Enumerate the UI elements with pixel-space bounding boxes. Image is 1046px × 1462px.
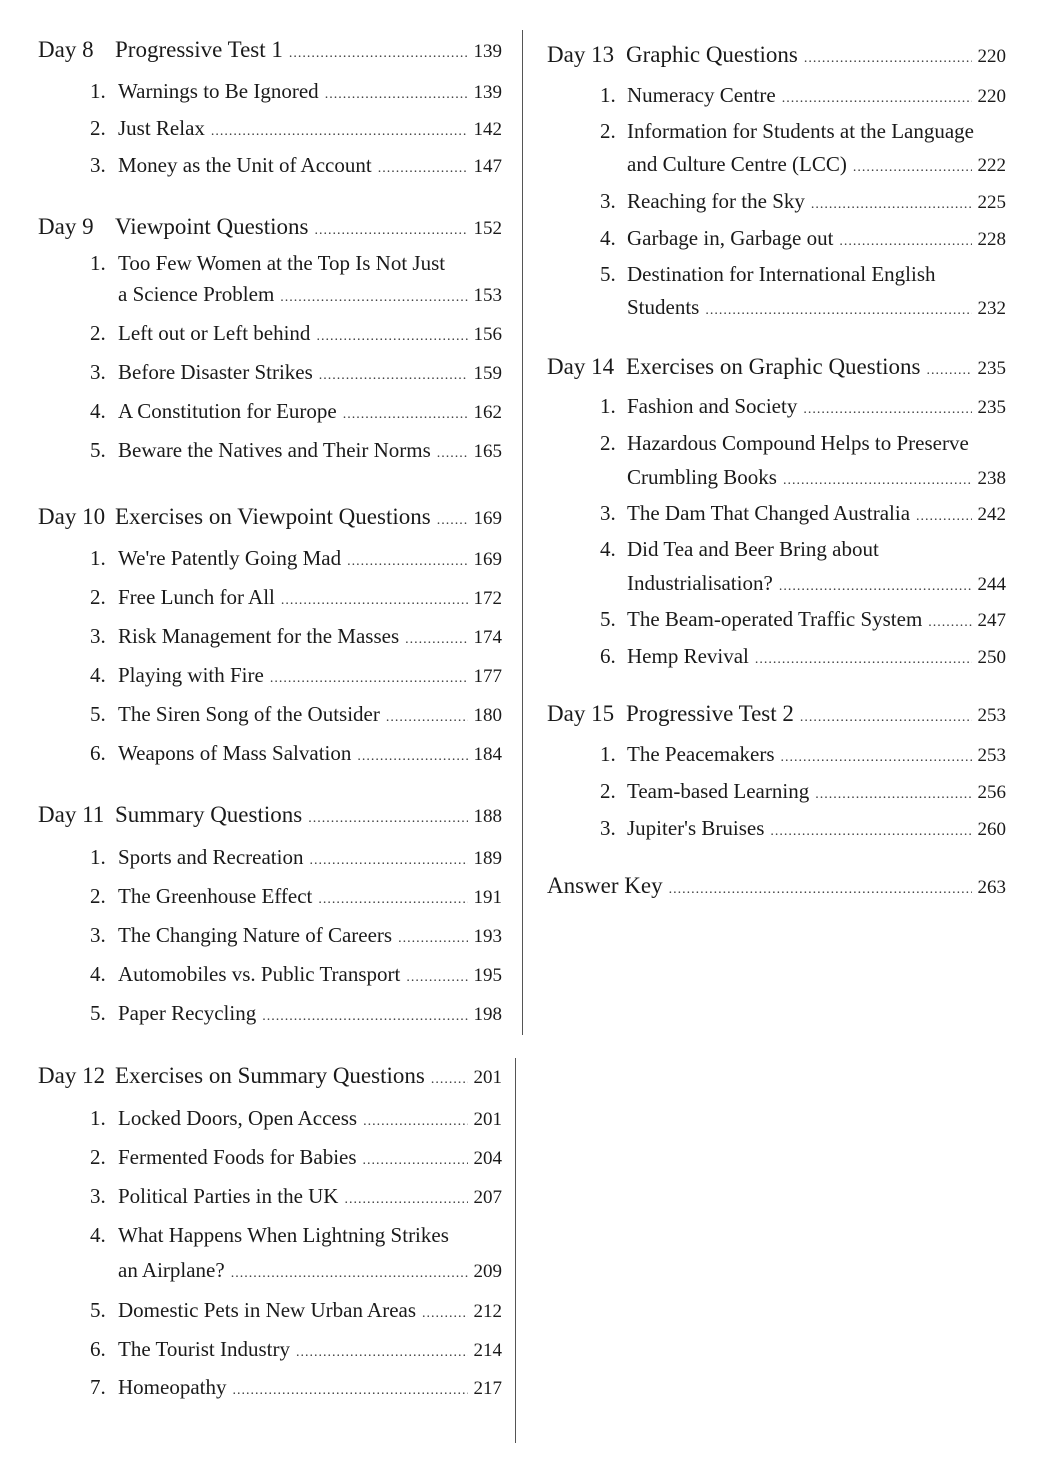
page-number: 165: [473, 441, 502, 462]
entry-title: Garbage in, Garbage out: [627, 226, 834, 250]
toc-section-heading: [547, 352, 1006, 382]
toc-entry: [600, 813, 1006, 843]
dot-leader: [363, 1107, 467, 1137]
dot-leader: [344, 1185, 467, 1215]
page-number: 217: [473, 1378, 502, 1399]
entry-number: 4.: [90, 663, 106, 687]
toc-entry: [600, 534, 1006, 564]
toc-entry: [90, 248, 502, 278]
dot-leader: [363, 1146, 468, 1176]
page-number: 188: [473, 806, 502, 827]
page-number: 207: [473, 1187, 502, 1208]
entry-title: Risk Management for the Masses: [118, 624, 400, 648]
page-number: 193: [473, 926, 502, 947]
entry-title: Free Lunch for All: [118, 585, 275, 609]
entry-number: 2.: [90, 1145, 106, 1169]
entry-title: Paper Recycling: [118, 1001, 257, 1025]
toc-entry: [90, 1295, 502, 1325]
entry-number: 6.: [600, 644, 616, 668]
toc-entry: [90, 738, 502, 768]
dot-leader: [853, 153, 972, 183]
entry-title: Homeopathy: [118, 1375, 227, 1399]
toc-entry: [90, 621, 502, 651]
dot-leader: [804, 44, 972, 74]
toc-entry: [90, 1220, 502, 1250]
entry-number: 4.: [600, 537, 616, 561]
entry-title: Weapons of Mass Salvation: [118, 741, 352, 765]
entry-title: Did Tea and Beer Bring about: [627, 537, 879, 561]
entry-number: 6.: [90, 1337, 106, 1361]
toc-entry: [90, 396, 502, 426]
entry-number: 3.: [600, 816, 616, 840]
page-number: 247: [977, 610, 1006, 631]
entry-number: 4.: [90, 962, 106, 986]
toc-section-heading: [38, 800, 502, 830]
section-title: Exercises on Viewpoint Questions: [115, 504, 431, 529]
dot-leader: [431, 1065, 468, 1095]
dot-leader: [318, 885, 467, 915]
toc-entry: [600, 116, 1006, 146]
entry-title: The Beam-operated Traffic System: [627, 607, 923, 631]
dot-leader: [815, 780, 971, 810]
entry-number: 3.: [90, 923, 106, 947]
dot-leader: [406, 963, 467, 993]
page-number: 147: [473, 156, 502, 177]
entry-title: A Constitution for Europe: [118, 399, 337, 423]
entry-number: 6.: [90, 741, 106, 765]
toc-entry: [90, 842, 502, 872]
entry-number: 1.: [90, 845, 106, 869]
toc-entry: [90, 1334, 502, 1364]
toc-entry: [600, 641, 1006, 671]
toc-entry: [600, 223, 1006, 253]
toc-section-heading: [547, 699, 1006, 729]
page-number: 180: [473, 705, 502, 726]
entry-number: 3.: [600, 501, 616, 525]
entry-number: 2.: [90, 884, 106, 908]
dot-leader: [270, 664, 468, 694]
dot-leader: [405, 625, 467, 655]
entry-number: 5.: [90, 1001, 106, 1025]
day-label: Day 11: [38, 802, 105, 827]
entry-title: Reaching for the Sky: [627, 189, 805, 213]
page-number: 142: [473, 119, 502, 140]
page-number: 174: [473, 627, 502, 648]
page-number: 172: [473, 588, 502, 609]
page-number: 189: [473, 848, 502, 869]
dot-leader: [211, 117, 468, 147]
section-title: Summary Questions: [115, 802, 303, 827]
dot-leader: [782, 84, 972, 114]
toc-section-heading: [38, 502, 502, 532]
entry-title: Too Few Women at the Top Is Not Just: [118, 251, 446, 275]
toc-entry: [90, 959, 502, 989]
page-number: 184: [473, 744, 502, 765]
toc-entry: [90, 357, 502, 387]
dot-leader: [839, 227, 971, 257]
entry-number: 2.: [90, 116, 106, 140]
page-number: 242: [977, 504, 1006, 525]
day-label: Day 12: [38, 1063, 106, 1088]
entry-title: Warnings to Be Ignored: [118, 79, 319, 103]
entry-number: 2.: [90, 585, 106, 609]
entry-title: The Greenhouse Effect: [118, 884, 313, 908]
entry-title: Domestic Pets in New Urban Areas: [118, 1298, 417, 1322]
page-number: 201: [473, 1109, 502, 1130]
section-title: Exercises on Summary Questions: [115, 1063, 425, 1088]
entry-title: Jupiter's Bruises: [627, 816, 765, 840]
day-label: Day 8: [38, 37, 94, 62]
entry-title: Students: [627, 295, 700, 319]
column-divider-bottom: [515, 1058, 516, 1443]
toc-entry: [600, 428, 1006, 458]
dot-leader: [422, 1299, 467, 1329]
entry-title: Numeracy Centre: [627, 83, 776, 107]
dot-leader: [783, 466, 972, 496]
page-number: 232: [977, 298, 1006, 319]
entry-title: Fermented Foods for Babies: [118, 1145, 357, 1169]
entry-number: 3.: [90, 153, 106, 177]
toc-entry: [627, 292, 1006, 322]
section-title: Progressive Test 1: [115, 37, 283, 62]
dot-leader: [779, 572, 972, 602]
toc-entry: [90, 1181, 502, 1211]
page-number: 253: [977, 705, 1006, 726]
page-number: 159: [473, 363, 502, 384]
dot-leader: [347, 547, 467, 577]
entry-title: Automobiles vs. Public Transport: [118, 962, 401, 986]
section-title: Graphic Questions: [626, 42, 798, 67]
toc-entry: [90, 76, 502, 106]
dot-leader: [262, 1002, 467, 1032]
entry-title: What Happens When Lightning Strikes: [118, 1223, 449, 1247]
entry-title: The Peacemakers: [627, 742, 775, 766]
entry-title: The Changing Nature of Careers: [118, 923, 393, 947]
section-title: Exercises on Graphic Questions: [626, 354, 921, 379]
dot-leader: [800, 703, 972, 733]
entry-number: 5.: [600, 607, 616, 631]
page-number: 238: [977, 468, 1006, 489]
toc-entry: [600, 80, 1006, 110]
toc-section-heading: [38, 1061, 502, 1091]
page-number: 156: [473, 324, 502, 345]
toc-entry: [90, 699, 502, 729]
dot-leader: [232, 1376, 467, 1406]
entry-number: 5.: [600, 262, 616, 286]
toc-entry: [90, 1142, 502, 1172]
dot-leader: [770, 817, 971, 847]
toc-entry: [90, 1103, 502, 1133]
toc-entry: [90, 660, 502, 690]
entry-number: 3.: [90, 360, 106, 384]
dot-leader: [916, 502, 971, 532]
toc-entry: [600, 391, 1006, 421]
toc-entry: [90, 920, 502, 950]
entry-title: Team-based Learning: [627, 779, 810, 803]
day-label: Day 9: [38, 214, 94, 239]
entry-title: The Siren Song of the Outsider: [118, 702, 380, 726]
entry-title: and Culture Centre (LCC): [627, 152, 847, 176]
toc-entry: [90, 435, 502, 465]
dot-leader: [231, 1259, 468, 1289]
entry-title: Destination for International English: [627, 262, 936, 286]
toc-entry: [90, 998, 502, 1028]
entry-title: Sports and Recreation: [118, 845, 304, 869]
entry-number: 1.: [600, 83, 616, 107]
page-number: 195: [473, 965, 502, 986]
entry-title: Locked Doors, Open Access: [118, 1106, 358, 1130]
entry-title: Political Parties in the UK: [118, 1184, 339, 1208]
entry-number: 2.: [600, 431, 616, 455]
toc-entry: [90, 318, 502, 348]
entry-number: 3.: [90, 624, 106, 648]
toc-entry: [600, 739, 1006, 769]
toc-entry: [627, 462, 1006, 492]
page-number: 220: [977, 86, 1006, 107]
toc-entry: [627, 568, 1006, 598]
toc-entry: [90, 113, 502, 143]
entry-number: 3.: [90, 1184, 106, 1208]
day-label: Day 10: [38, 504, 106, 529]
toc-entry: [118, 1255, 502, 1285]
day-label: Day 15: [547, 701, 615, 726]
page-number: 256: [977, 782, 1006, 803]
entry-title: Left out or Left behind: [118, 321, 311, 345]
entry-number: 4.: [90, 1223, 106, 1247]
entry-number: 7.: [90, 1375, 106, 1399]
toc-entry: [600, 498, 1006, 528]
dot-leader: [398, 924, 467, 954]
page-number: 191: [473, 887, 502, 908]
page-number: 214: [473, 1340, 502, 1361]
page-number: 169: [473, 508, 502, 529]
toc-section-heading: [547, 871, 1006, 901]
page-number: 209: [473, 1261, 502, 1282]
dot-leader: [308, 804, 467, 834]
dot-leader: [343, 400, 468, 430]
dot-leader: [437, 506, 468, 536]
entry-number: 1.: [90, 1106, 106, 1130]
page-number: 152: [473, 218, 502, 239]
page-number: 235: [977, 397, 1006, 418]
entry-number: 2.: [600, 779, 616, 803]
day-label: Day 14: [547, 354, 615, 379]
entry-title: Fashion and Society: [627, 394, 798, 418]
dot-leader: [357, 742, 467, 772]
dot-leader: [281, 586, 468, 616]
dot-leader: [289, 39, 468, 69]
dot-leader: [378, 154, 468, 184]
dot-leader: [314, 216, 467, 246]
entry-number: 1.: [600, 394, 616, 418]
page-number: 198: [473, 1004, 502, 1025]
dot-leader: [309, 846, 467, 876]
entry-title: Hemp Revival: [627, 644, 749, 668]
dot-leader: [669, 875, 972, 905]
entry-title: Money as the Unit of Account: [118, 153, 372, 177]
entry-number: 5.: [90, 438, 106, 462]
entry-title: Just Relax: [118, 116, 205, 140]
dot-leader: [928, 608, 971, 638]
toc-entry: [600, 604, 1006, 634]
entry-number: 5.: [90, 1298, 106, 1322]
dot-leader: [811, 190, 972, 220]
page-number: 139: [473, 82, 502, 103]
page-number: 235: [977, 358, 1006, 379]
entry-title: an Airplane?: [118, 1258, 225, 1282]
page-number: 139: [473, 41, 502, 62]
entry-number: 5.: [90, 702, 106, 726]
section-title: Progressive Test 2: [626, 701, 794, 726]
toc-entry: [90, 150, 502, 180]
day-label: Day 13: [547, 42, 615, 67]
toc-entry: [90, 881, 502, 911]
dot-leader: [386, 703, 468, 733]
toc-entry: [600, 186, 1006, 216]
entry-number: 2.: [600, 119, 616, 143]
page-number: 169: [473, 549, 502, 570]
page-number: 220: [977, 46, 1006, 67]
entry-title: Hazardous Compound Helps to Preserve: [627, 431, 969, 455]
page-number: 153: [473, 285, 502, 306]
toc-entry: [627, 149, 1006, 179]
entry-number: 4.: [600, 226, 616, 250]
page-number: 204: [473, 1148, 502, 1169]
page-number: 253: [977, 745, 1006, 766]
dot-leader: [705, 296, 971, 326]
page-number: 177: [473, 666, 502, 687]
page-number: 228: [977, 229, 1006, 250]
toc-entry: [600, 259, 1006, 289]
entry-number: 3.: [600, 189, 616, 213]
dot-leader: [280, 283, 467, 313]
dot-leader: [316, 322, 467, 352]
entry-title: Playing with Fire: [118, 663, 264, 687]
entry-title: The Dam That Changed Australia: [627, 501, 911, 525]
page-number: 162: [473, 402, 502, 423]
dot-leader: [781, 743, 972, 773]
entry-title: The Tourist Industry: [118, 1337, 290, 1361]
toc-section-heading: [38, 212, 502, 242]
dot-leader: [319, 361, 468, 391]
entry-number: 2.: [90, 321, 106, 345]
page-number: 225: [977, 192, 1006, 213]
toc-entry: [90, 1372, 502, 1402]
entry-title: We're Patently Going Mad: [118, 546, 342, 570]
dot-leader: [803, 395, 971, 425]
entry-title: Crumbling Books: [627, 465, 777, 489]
entry-title: a Science Problem: [118, 282, 275, 306]
toc-section-heading: [547, 40, 1006, 70]
entry-number: 1.: [90, 251, 106, 275]
toc-entry: [600, 776, 1006, 806]
entry-title: Before Disaster Strikes: [118, 360, 313, 384]
entry-number: 1.: [90, 79, 106, 103]
toc-section-heading: [38, 35, 502, 65]
toc-entry: [90, 543, 502, 573]
entry-title: Information for Students at the Language: [627, 119, 974, 143]
page-number: 222: [977, 155, 1006, 176]
page-number: 212: [473, 1301, 502, 1322]
page-number: 201: [473, 1067, 502, 1088]
dot-leader: [437, 439, 468, 469]
section-title: Answer Key: [547, 873, 663, 898]
section-title: Viewpoint Questions: [115, 214, 309, 239]
entry-number: 1.: [600, 742, 616, 766]
entry-number: 1.: [90, 546, 106, 570]
entry-number: 4.: [90, 399, 106, 423]
dot-leader: [296, 1338, 468, 1368]
dot-leader: [325, 80, 468, 110]
page-number: 244: [977, 574, 1006, 595]
column-divider-top: [522, 30, 523, 1035]
page-number: 263: [977, 877, 1006, 898]
page-number: 250: [977, 647, 1006, 668]
page-number: 260: [977, 819, 1006, 840]
entry-title: Beware the Natives and Their Norms: [118, 438, 431, 462]
dot-leader: [926, 356, 971, 386]
toc-entry: [90, 582, 502, 612]
toc-entry: [118, 279, 502, 309]
entry-title: Industrialisation?: [627, 571, 773, 595]
dot-leader: [755, 645, 972, 675]
